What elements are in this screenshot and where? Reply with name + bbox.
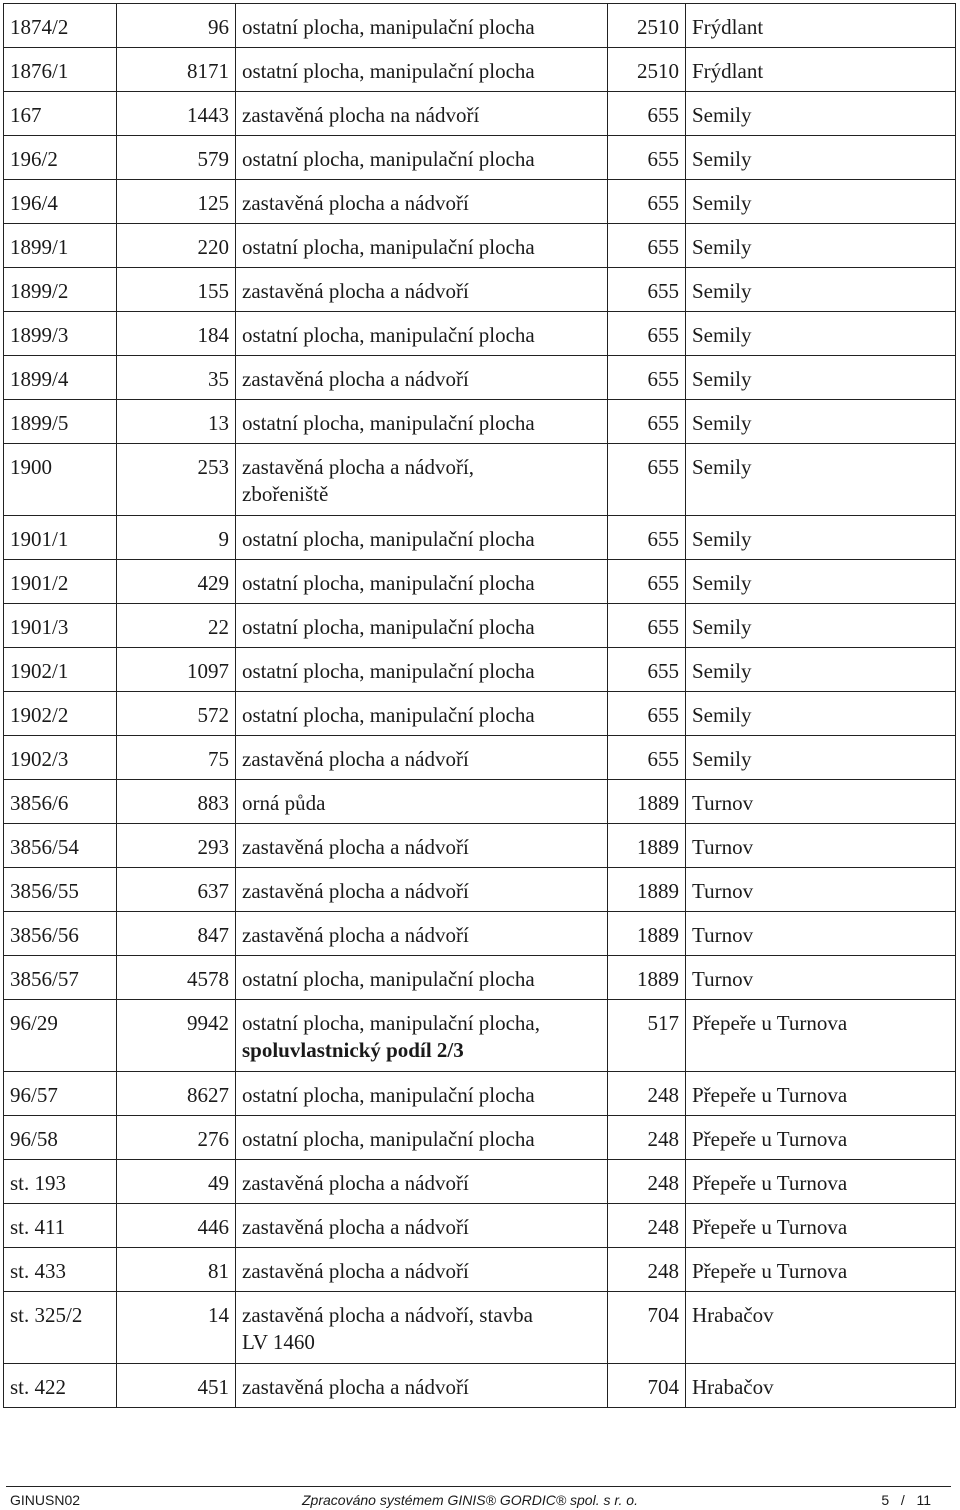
land-use-cell [236, 180, 608, 224]
cadastre-name-cell: Hrabačov [686, 1292, 956, 1364]
cadastre-code-cell: 1889 [608, 868, 686, 912]
cadastre-name-cell: Semily [686, 136, 956, 180]
cadastre-name-cell: Turnov [686, 824, 956, 868]
land-use-cell [236, 4, 608, 48]
parcel-number-cell: 167 [4, 92, 117, 136]
land-use-text: ostatní plocha, manipulační plocha [242, 323, 535, 347]
parcel-number-cell: 196/4 [4, 180, 117, 224]
land-use-cell [236, 136, 608, 180]
table-row [4, 4, 956, 48]
land-use-text: zastavěná plocha a nádvoří [242, 1171, 469, 1195]
cadastre-code-cell: 655 [608, 648, 686, 692]
table-row [4, 180, 956, 224]
land-use-cell [236, 868, 608, 912]
parcel-number-cell: st. 411 [4, 1204, 117, 1248]
table-row [4, 356, 956, 400]
table-row [4, 1072, 956, 1116]
cadastre-name-cell: Semily [686, 648, 956, 692]
cadastre-code-cell: 655 [608, 400, 686, 444]
footer-page-total: 11 [916, 1492, 931, 1508]
parcel-number-cell: 1901/2 [4, 560, 117, 604]
parcel-number-cell: 1899/3 [4, 312, 117, 356]
land-use-text: zastavěná plocha a nádvoří [242, 1259, 469, 1283]
parcel-area-cell: 13 [117, 400, 236, 444]
parcel-area-cell: 579 [117, 136, 236, 180]
table-row [4, 868, 956, 912]
cadastre-name-cell: Semily [686, 560, 956, 604]
cadastre-name-cell: Přepeře u Turnova [686, 1248, 956, 1292]
land-use-cell [236, 1248, 608, 1292]
table-row [4, 648, 956, 692]
parcel-area-cell: 220 [117, 224, 236, 268]
parcel-table-body [4, 4, 956, 1408]
cadastre-code-cell: 248 [608, 1248, 686, 1292]
cadastre-name-cell: Semily [686, 444, 956, 516]
land-use-text: zastavěná plocha a nádvoří [242, 747, 469, 771]
parcel-area-cell: 75 [117, 736, 236, 780]
land-use-text: ostatní plocha, manipulační plocha [242, 571, 535, 595]
table-row [4, 1160, 956, 1204]
cadastre-code-cell: 655 [608, 224, 686, 268]
land-use-text: ostatní plocha, manipulační plocha [242, 703, 535, 727]
cadastre-name-cell: Semily [686, 736, 956, 780]
land-use-text: ostatní plocha, manipulační plocha [242, 615, 535, 639]
parcel-number-cell: st. 433 [4, 1248, 117, 1292]
cadastre-code-cell: 655 [608, 92, 686, 136]
parcel-number-cell: 3856/56 [4, 912, 117, 956]
land-use-cell [236, 1160, 608, 1204]
cadastre-code-cell: 1889 [608, 824, 686, 868]
parcel-number-cell: 1876/1 [4, 48, 117, 92]
parcel-number-cell: 3856/55 [4, 868, 117, 912]
cadastre-name-cell: Hrabačov [686, 1364, 956, 1408]
parcel-area-cell: 14 [117, 1292, 236, 1364]
land-use-text: zastavěná plocha a nádvoří [242, 835, 469, 859]
table-row [4, 516, 956, 560]
footer-page-number [881, 1492, 931, 1508]
table-row [4, 224, 956, 268]
land-use-cell [236, 956, 608, 1000]
land-use-cell [236, 780, 608, 824]
table-row [4, 1292, 956, 1364]
parcel-area-cell: 883 [117, 780, 236, 824]
land-use-text: ostatní plocha, manipulační plocha [242, 527, 535, 551]
footer-report-code: GINUSN02 [10, 1492, 81, 1508]
parcel-number-cell: 1900 [4, 444, 117, 516]
cadastre-name-cell: Přepeře u Turnova [686, 1204, 956, 1248]
land-use-cell [236, 692, 608, 736]
land-use-text: zastavěná plocha a nádvoří [242, 923, 469, 947]
cadastre-name-cell: Frýdlant [686, 48, 956, 92]
parcel-number-cell: 1899/1 [4, 224, 117, 268]
land-use-cell [236, 1204, 608, 1248]
land-use-text: zastavěná plocha a nádvoří [242, 279, 469, 303]
cadastre-code-cell: 655 [608, 268, 686, 312]
land-use-cell [236, 648, 608, 692]
parcel-area-cell: 35 [117, 356, 236, 400]
parcel-number-cell: 1874/2 [4, 4, 117, 48]
table-row [4, 1000, 956, 1072]
cadastre-name-cell: Turnov [686, 868, 956, 912]
cadastre-name-cell: Semily [686, 400, 956, 444]
parcel-number-cell: 196/2 [4, 136, 117, 180]
cadastre-code-cell: 1889 [608, 956, 686, 1000]
land-use-text: ostatní plocha, manipulační plocha [242, 659, 535, 683]
land-use-cell [236, 48, 608, 92]
land-use-text: orná půda [242, 791, 326, 815]
parcel-area-cell: 1097 [117, 648, 236, 692]
land-use-text: ostatní plocha, manipulační plocha [242, 235, 535, 259]
parcel-number-cell: 1899/2 [4, 268, 117, 312]
cadastre-code-cell: 655 [608, 180, 686, 224]
cadastre-code-cell: 517 [608, 1000, 686, 1072]
cadastre-name-cell: Semily [686, 312, 956, 356]
land-use-cell [236, 1116, 608, 1160]
cadastre-code-cell: 655 [608, 136, 686, 180]
parcel-area-cell: 8171 [117, 48, 236, 92]
cadastre-name-cell: Turnov [686, 780, 956, 824]
land-use-text: ostatní plocha, manipulační plocha, [242, 1011, 540, 1035]
cadastre-code-cell: 655 [608, 356, 686, 400]
land-use-text: ostatní plocha, manipulační plocha [242, 1127, 535, 1151]
parcel-number-cell: 96/58 [4, 1116, 117, 1160]
cadastre-code-cell: 655 [608, 312, 686, 356]
parcel-area-cell: 22 [117, 604, 236, 648]
table-row [4, 1364, 956, 1408]
land-use-text: ostatní plocha, manipulační plocha [242, 411, 535, 435]
land-use-cell [236, 516, 608, 560]
land-use-text: zastavěná plocha a nádvoří [242, 1375, 469, 1399]
land-use-text: zastavěná plocha a nádvoří [242, 879, 469, 903]
land-use-cell [236, 1364, 608, 1408]
land-use-text: zastavěná plocha na nádvoří [242, 103, 480, 127]
parcel-area-cell: 293 [117, 824, 236, 868]
parcel-area-cell: 96 [117, 4, 236, 48]
table-row [4, 1116, 956, 1160]
footer-page-separator: / [900, 1492, 905, 1508]
parcel-area-cell: 637 [117, 868, 236, 912]
cadastre-name-cell: Přepeře u Turnova [686, 1072, 956, 1116]
land-use-cell [236, 1000, 608, 1072]
cadastre-name-cell: Přepeře u Turnova [686, 1116, 956, 1160]
parcel-number-cell: st. 325/2 [4, 1292, 117, 1364]
land-use-cell [236, 736, 608, 780]
land-use-cell [236, 312, 608, 356]
table-row [4, 92, 956, 136]
parcel-area-cell: 8627 [117, 1072, 236, 1116]
parcel-area-cell: 276 [117, 1116, 236, 1160]
parcel-number-cell: 96/29 [4, 1000, 117, 1072]
land-use-text: ostatní plocha, manipulační plocha [242, 15, 535, 39]
footer-page-current: 5 [881, 1492, 890, 1508]
cadastre-name-cell: Turnov [686, 912, 956, 956]
parcel-number-cell: 1902/3 [4, 736, 117, 780]
table-row [4, 444, 956, 516]
parcel-number-cell: 1902/1 [4, 648, 117, 692]
land-use-text: zastavěná plocha a nádvoří [242, 1215, 469, 1239]
parcel-area-cell: 9942 [117, 1000, 236, 1072]
land-use-cell [236, 224, 608, 268]
parcel-area-cell: 253 [117, 444, 236, 516]
cadastre-code-cell: 248 [608, 1160, 686, 1204]
cadastre-name-cell: Přepeře u Turnova [686, 1000, 956, 1072]
table-row [4, 604, 956, 648]
land-use-cell [236, 1072, 608, 1116]
land-use-cell [236, 824, 608, 868]
land-use-cell [236, 356, 608, 400]
land-use-text: zastavěná plocha a nádvoří, stavba [242, 1303, 533, 1327]
parcel-number-cell: st. 193 [4, 1160, 117, 1204]
table-row [4, 824, 956, 868]
cadastre-name-cell: Semily [686, 224, 956, 268]
land-use-text: zastavěná plocha a nádvoří, [242, 455, 475, 479]
land-use-text: zastavěná plocha a nádvoří [242, 367, 469, 391]
cadastre-code-cell: 2510 [608, 48, 686, 92]
table-row [4, 780, 956, 824]
parcel-area-cell: 1443 [117, 92, 236, 136]
table-row [4, 1248, 956, 1292]
parcel-number-cell: 96/57 [4, 1072, 117, 1116]
land-use-text: zastavěná plocha a nádvoří [242, 191, 469, 215]
parcel-area-cell: 446 [117, 1204, 236, 1248]
cadastre-name-cell: Semily [686, 604, 956, 648]
table-row [4, 268, 956, 312]
parcel-number-cell: 1902/2 [4, 692, 117, 736]
land-use-cell [236, 604, 608, 648]
land-use-cell [236, 400, 608, 444]
land-use-cell [236, 1292, 608, 1364]
cadastre-code-cell: 655 [608, 560, 686, 604]
cadastre-code-cell: 2510 [608, 4, 686, 48]
cadastre-code-cell: 655 [608, 604, 686, 648]
land-use-cell [236, 268, 608, 312]
table-row [4, 312, 956, 356]
table-row [4, 956, 956, 1000]
cadastre-code-cell: 248 [608, 1072, 686, 1116]
parcel-number-cell: 1901/1 [4, 516, 117, 560]
parcel-table [3, 3, 956, 1408]
cadastre-name-cell: Semily [686, 516, 956, 560]
land-use-cell [236, 92, 608, 136]
parcel-number-cell: 1899/4 [4, 356, 117, 400]
parcel-area-cell: 125 [117, 180, 236, 224]
table-row [4, 560, 956, 604]
cadastre-code-cell: 1889 [608, 780, 686, 824]
table-row [4, 736, 956, 780]
parcel-area-cell: 9 [117, 516, 236, 560]
cadastre-name-cell: Semily [686, 268, 956, 312]
land-use-note: LV 1460 [242, 1330, 315, 1354]
cadastre-name-cell: Semily [686, 356, 956, 400]
parcel-area-cell: 81 [117, 1248, 236, 1292]
parcel-number-cell: 1901/3 [4, 604, 117, 648]
cadastre-code-cell: 655 [608, 692, 686, 736]
land-use-cell [236, 444, 608, 516]
parcel-area-cell: 429 [117, 560, 236, 604]
parcel-number-cell: 3856/6 [4, 780, 117, 824]
land-use-cell [236, 912, 608, 956]
cadastre-code-cell: 1889 [608, 912, 686, 956]
land-use-text: ostatní plocha, manipulační plocha [242, 1083, 535, 1107]
table-row [4, 1204, 956, 1248]
parcel-area-cell: 155 [117, 268, 236, 312]
parcel-number-cell: 3856/57 [4, 956, 117, 1000]
cadastre-name-cell: Semily [686, 92, 956, 136]
cadastre-code-cell: 655 [608, 444, 686, 516]
table-row [4, 692, 956, 736]
parcel-area-cell: 572 [117, 692, 236, 736]
land-use-text: ostatní plocha, manipulační plocha [242, 967, 535, 991]
table-row [4, 136, 956, 180]
cadastre-code-cell: 655 [608, 516, 686, 560]
parcel-area-cell: 451 [117, 1364, 236, 1408]
parcel-area-cell: 49 [117, 1160, 236, 1204]
parcel-area-cell: 184 [117, 312, 236, 356]
cadastre-name-cell: Semily [686, 180, 956, 224]
cadastre-name-cell: Semily [686, 692, 956, 736]
table-row [4, 48, 956, 92]
cadastre-name-cell: Turnov [686, 956, 956, 1000]
land-use-text: ostatní plocha, manipulační plocha [242, 59, 535, 83]
parcel-number-cell: 1899/5 [4, 400, 117, 444]
cadastre-name-cell: Přepeře u Turnova [686, 1160, 956, 1204]
cadastre-code-cell: 704 [608, 1364, 686, 1408]
land-use-note: zbořeniště [242, 482, 329, 506]
table-row [4, 912, 956, 956]
parcel-area-cell: 847 [117, 912, 236, 956]
parcel-number-cell: 3856/54 [4, 824, 117, 868]
cadastre-code-cell: 248 [608, 1204, 686, 1248]
land-use-cell [236, 560, 608, 604]
parcel-area-cell: 4578 [117, 956, 236, 1000]
cadastre-name-cell: Frýdlant [686, 4, 956, 48]
cadastre-code-cell: 655 [608, 736, 686, 780]
footer-generator-note: Zpracováno systémem GINIS® GORDIC® spol. s r. o. [302, 1492, 638, 1508]
cadastre-code-cell: 704 [608, 1292, 686, 1364]
table-row [4, 400, 956, 444]
land-use-note: spoluvlastnický podíl 2/3 [242, 1038, 464, 1062]
parcel-number-cell: st. 422 [4, 1364, 117, 1408]
page-footer [6, 1486, 951, 1508]
cadastre-code-cell: 248 [608, 1116, 686, 1160]
land-use-text: ostatní plocha, manipulační plocha [242, 147, 535, 171]
